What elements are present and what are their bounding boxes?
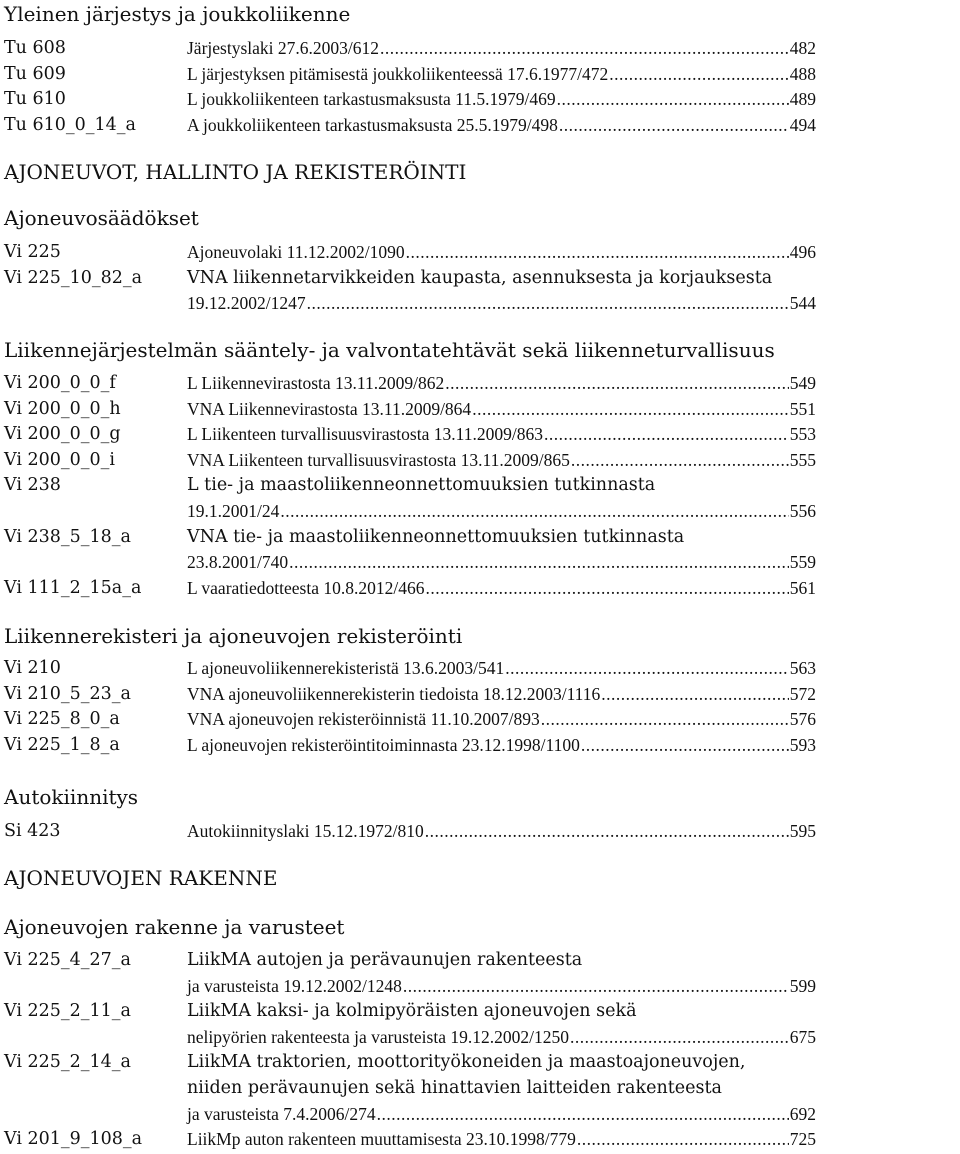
statute-title: Autokiinnityslaki 15.12.1972/810: [187, 821, 424, 841]
page-number: 572: [789, 683, 816, 704]
statute-title: 23.8.2001/740: [187, 552, 289, 573]
entry-group: [4, 819, 816, 845]
statute-title: L vaaratiedotteesta 10.8.2012/466: [187, 577, 425, 598]
page-number: 559: [789, 552, 816, 573]
statute-title: VNA Liikenteen turvallisuusvirastosta 13.11.2009/865: [187, 449, 570, 470]
page-number: 556: [789, 500, 816, 521]
section-heading: Liikennerekisteri ja ajoneuvojen rekisteröinti: [4, 624, 463, 648]
statute-code: Tu 610: [4, 89, 66, 110]
statute-title: A joukkoliikenteen tarkastusmaksusta 25.5.1979/498: [187, 114, 558, 135]
dot-leader: [577, 1127, 789, 1153]
page-number: 593: [789, 734, 816, 755]
index-entry[interactable]: [4, 240, 816, 266]
dot-leader: [601, 682, 788, 708]
statute-code: Vi 225_10_82_a: [4, 267, 143, 288]
page-number: 544: [789, 293, 816, 314]
statute-code: Vi 210: [4, 658, 61, 678]
statute-code: Vi 225: [4, 242, 61, 262]
statute-code: Vi 225_2_14_a: [4, 1052, 131, 1073]
page-number: 576: [789, 709, 816, 730]
page-number: 494: [789, 114, 816, 135]
statute-title: ja varusteista 7.4.2006/274: [187, 1103, 376, 1124]
index-entry[interactable]: [4, 1050, 816, 1127]
statute-code: Vi 225_2_11_a: [4, 1001, 131, 1022]
index-entry[interactable]: [4, 371, 816, 397]
entry-group: [4, 656, 816, 758]
page-number: 725: [789, 1129, 816, 1150]
section-heading: Autokiinnitys: [4, 785, 139, 809]
dot-leader: [425, 576, 788, 602]
statute-title: niiden perävaunujen sekä hinattavien laitteiden rakenteesta: [187, 1077, 722, 1098]
page-number: 675: [789, 1026, 816, 1047]
statute-title: VNA Liikennevirastosta 13.11.2009/864: [187, 398, 472, 419]
statute-title: L Liikenteen turvallisuusvirastosta 13.11.2009/863: [187, 424, 543, 445]
dot-leader: [289, 550, 789, 576]
page-number: 551: [789, 398, 816, 419]
statute-code: Tu 610_0_14_a: [4, 114, 136, 135]
page-number: 563: [789, 658, 816, 678]
page-number: 496: [789, 242, 816, 262]
statute-code: Vi 200_0_0_f: [4, 373, 116, 393]
statute-code: Tu 608: [4, 38, 66, 58]
statute-title: L joukkoliikenteen tarkastusmaksusta 11.5.1979/469: [187, 89, 556, 110]
dot-leader: [505, 656, 789, 682]
index-entry[interactable]: [4, 525, 816, 576]
dot-leader: [609, 62, 789, 88]
index-entry[interactable]: [4, 266, 816, 317]
page-number: 488: [789, 63, 816, 84]
page-number: 489: [789, 89, 816, 110]
statute-title: LiikMA traktorien, moottorityökoneiden ja maastoajoneuvojen,: [187, 1052, 746, 1073]
statute-code: Vi 210_5_23_a: [4, 683, 131, 704]
page-number: 692: [789, 1103, 816, 1124]
index-entry[interactable]: [4, 448, 816, 474]
statute-title: L ajoneuvojen rekisteröintitoiminnasta 23.12.1998/1100: [187, 734, 580, 755]
index-entry[interactable]: [4, 733, 816, 759]
statute-title: L järjestyksen pitämisestä joukkoliikenteessä 17.6.1977/472: [187, 63, 609, 84]
statute-title: L tie- ja maastoliikenneonnettomuuksien tutkinnasta: [187, 475, 656, 496]
statute-title: VNA ajoneuvojen rekisteröinnistä 11.10.2007/893: [187, 709, 540, 730]
index-entry[interactable]: [4, 473, 816, 524]
dot-leader: [557, 87, 789, 113]
entry-group: [4, 36, 816, 138]
statute-title: L ajoneuvoliikennerekisteristä 13.6.2003/541: [187, 658, 505, 678]
statute-title: LiikMA kaksi- ja kolmipyöräisten ajoneuvojen sekä: [187, 1001, 637, 1022]
index-entry[interactable]: [4, 422, 816, 448]
index-entry[interactable]: [4, 87, 816, 113]
statute-code: Vi 201_9_108_a: [4, 1129, 143, 1150]
index-entry[interactable]: [4, 62, 816, 88]
index-entry[interactable]: [4, 682, 816, 708]
section-heading: AJONEUVOJEN RAKENNE: [4, 866, 278, 890]
statute-title: ja varusteista 19.12.2002/1248: [187, 975, 402, 996]
statute-code: Vi 225_8_0_a: [4, 709, 120, 730]
statute-title: VNA liikennetarvikkeiden kaupasta, asennuksesta ja korjauksesta: [187, 267, 773, 288]
dot-leader: [559, 113, 789, 139]
index-entry[interactable]: [4, 1127, 816, 1153]
index-entry[interactable]: [4, 656, 816, 682]
statute-title: Järjestyslaki 27.6.2003/612: [187, 38, 379, 58]
statute-title: VNA ajoneuvoliikennerekisterin tiedoista 18.12.2003/1116: [187, 683, 601, 704]
index-entry[interactable]: [4, 707, 816, 733]
section-heading: Liikennejärjestelmän sääntely- ja valvontatehtävät sekä liikenneturvallisuus: [4, 338, 775, 362]
dot-leader: [406, 240, 789, 266]
dot-leader: [377, 1102, 789, 1128]
dot-leader: [581, 733, 789, 759]
statute-title: LiikMp auton rakenteen muuttamisesta 23.10.1998/779: [187, 1129, 576, 1150]
index-entry[interactable]: [4, 948, 816, 999]
index-entry[interactable]: [4, 36, 816, 62]
statute-code: Vi 200_0_0_i: [4, 449, 116, 470]
statute-code: Vi 225_4_27_a: [4, 950, 131, 970]
dot-leader: [425, 819, 789, 845]
section-heading: Yleinen järjestys ja joukkoliikenne: [4, 2, 351, 26]
page-number: 599: [789, 975, 816, 996]
section-heading: AJONEUVOT, HALLINTO JA REKISTERÖINTI: [4, 160, 467, 184]
index-entry[interactable]: [4, 819, 816, 845]
index-entry[interactable]: [4, 113, 816, 139]
index-entry[interactable]: [4, 397, 816, 423]
statute-code: Si 423: [4, 821, 61, 841]
page-number: 553: [789, 424, 816, 445]
dot-leader: [472, 397, 789, 423]
page-number: 549: [789, 373, 816, 393]
page-number: 482: [789, 38, 816, 58]
entry-group: [4, 948, 816, 1153]
dot-leader: [541, 707, 789, 733]
statute-title: nelipyörien rakenteesta ja varusteista 19.12.2002/1250: [187, 1026, 569, 1047]
entry-group: [4, 371, 816, 601]
statute-code: Vi 225_1_8_a: [4, 734, 120, 755]
statute-title: L Liikennevirastosta 13.11.2009/862: [187, 373, 445, 393]
index-entry[interactable]: [4, 999, 816, 1050]
page-number: 555: [789, 449, 816, 470]
dot-leader: [403, 974, 789, 1000]
statute-code: Vi 200_0_0_h: [4, 398, 121, 419]
statute-title: Ajoneuvolaki 11.12.2002/1090: [187, 242, 405, 262]
dot-leader: [544, 422, 789, 448]
dot-leader: [380, 36, 789, 62]
dot-leader: [570, 1025, 789, 1051]
dot-leader: [307, 291, 789, 317]
statute-title: 19.1.2001/24: [187, 500, 280, 521]
statute-code: Vi 200_0_0_g: [4, 424, 121, 445]
statute-code: Vi 238_5_18_a: [4, 526, 131, 547]
page-number: 561: [789, 577, 816, 598]
dot-leader: [445, 371, 788, 397]
section-heading: Ajoneuvojen rakenne ja varusteet: [4, 915, 345, 939]
statute-code: Vi 238: [4, 475, 61, 496]
statute-code: Vi 111_2_15a_a: [4, 577, 142, 598]
statute-title: VNA tie- ja maastoliikenneonnettomuuksien tutkinnasta: [187, 526, 685, 547]
page-number: 595: [789, 821, 816, 841]
statute-code: Tu 609: [4, 63, 66, 84]
index-entry[interactable]: [4, 576, 816, 602]
entry-group: [4, 240, 816, 317]
dot-leader: [571, 448, 789, 474]
statute-title: 19.12.2002/1247: [187, 293, 306, 314]
section-heading: Ajoneuvosäädökset: [4, 206, 199, 230]
dot-leader: [280, 499, 788, 525]
statute-title: LiikMA autojen ja perävaunujen rakenteesta: [187, 950, 583, 970]
